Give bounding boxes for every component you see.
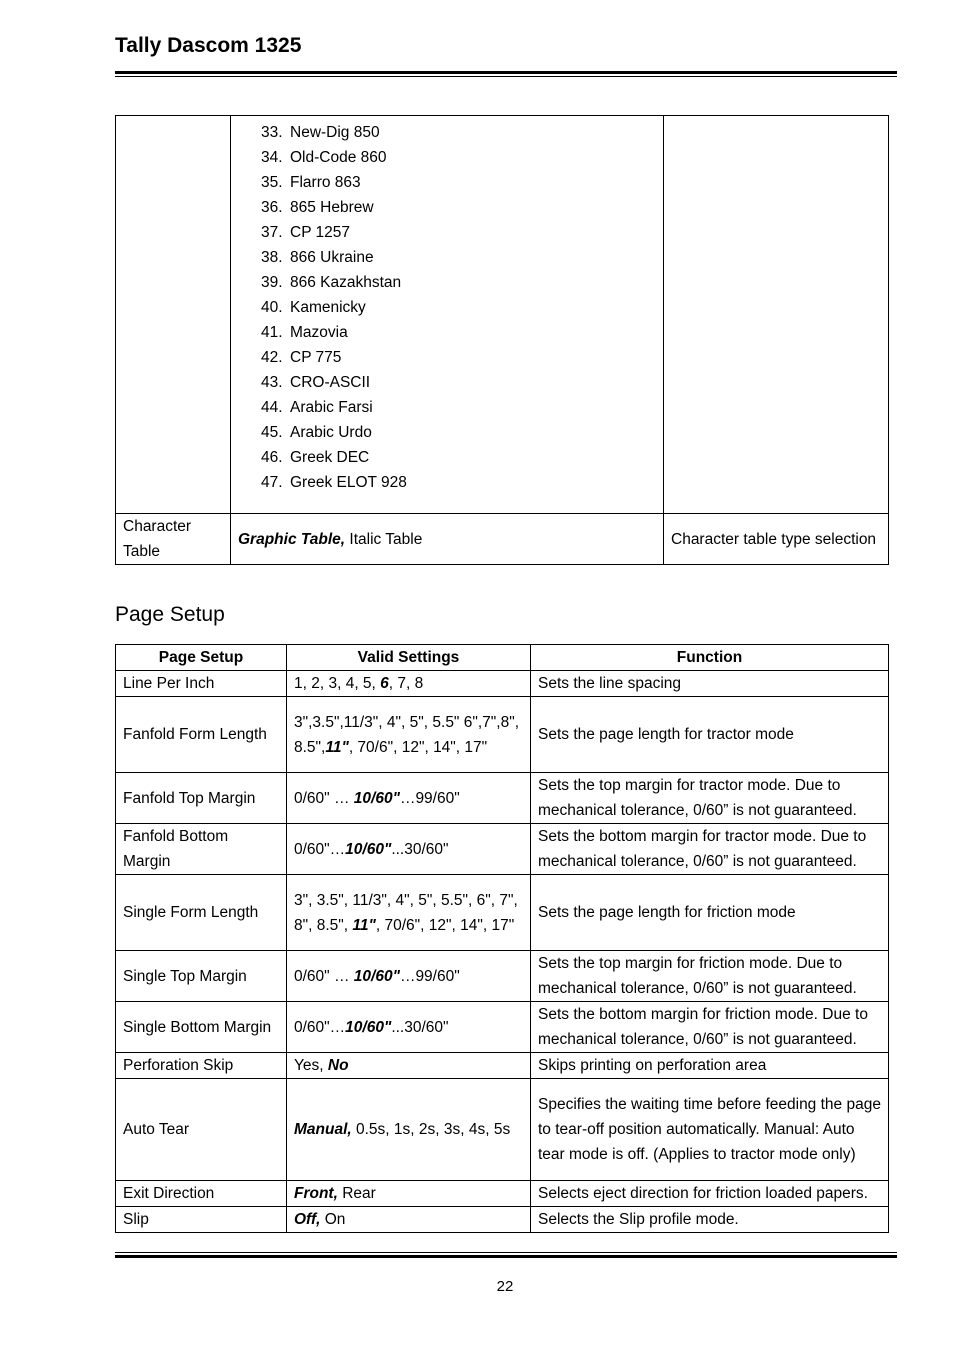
table-row [116,697,889,773]
header-rule-thin [115,76,897,77]
setting-name: Auto Tear [116,1079,287,1181]
empty-cell [116,116,231,514]
list-item-number: 43. [261,374,283,391]
setting-function: Selects the Slip profile mode. [531,1207,889,1233]
code-page-list [231,116,663,513]
table-header-row [116,645,889,671]
list-item [261,370,663,395]
list-item-label: 865 Hebrew [290,199,374,216]
list-item-label: New-Dig 850 [290,124,380,141]
list-item-label: Greek DEC [290,449,370,466]
table-row [116,671,889,697]
list-item-label: Mazovia [290,324,348,341]
default-setting: 10/60" [345,840,392,858]
table-row [116,875,889,951]
table-row [116,1181,889,1207]
list-item-number: 39. [261,274,283,291]
list-item [261,270,663,295]
page-setup-table [115,644,889,1233]
list-item-number: 34. [261,149,283,166]
table-row [116,951,889,1002]
valid-settings [287,1181,531,1207]
page-setup-body [116,671,889,1233]
code-page-list-row [116,116,889,514]
setting-name: Single Bottom Margin [116,1002,287,1053]
character-table-label: Character Table [116,514,231,565]
list-item [261,195,663,220]
column-header: Function [531,645,889,671]
setting-function: Sets the top margin for friction mode. Due to mechanical tolerance, 0/60” is not guaranteed. [531,951,889,1002]
list-item-number: 41. [261,324,283,341]
settings-text: 3", 3.5", 11/3", 4", 5", 5.5", 6", 7", 8", 8.5", [294,891,518,934]
list-item-label: Arabic Farsi [290,399,373,416]
setting-name: Single Form Length [116,875,287,951]
list-item-number: 37. [261,224,283,241]
list-item [261,220,663,245]
setting-function: Skips printing on perforation area [531,1053,889,1079]
default-setting: 10/60" [345,1018,392,1036]
section-title: Page Setup [115,603,225,626]
list-item [261,470,663,495]
valid-settings [287,875,531,951]
default-setting: 11" [325,738,349,756]
default-setting: 10/60" [353,789,400,807]
list-item-label: CP 1257 [290,224,351,241]
settings-text: Rear [337,1185,376,1202]
setting-function: Sets the top margin for tractor mode. Due to mechanical tolerance, 0/60” is not guaranteed. [531,773,889,824]
default-setting: 10/60" [353,967,400,985]
settings-text: Yes, [294,1057,328,1074]
character-set-table [115,115,889,565]
column-header: Page Setup [116,645,287,671]
setting-function: Sets the page length for friction mode [531,875,889,951]
header-rule [115,71,897,74]
character-table-settings [231,514,664,565]
table-row [116,824,889,875]
settings-text: 0/60"… [294,1018,346,1036]
list-item-number: 42. [261,349,283,366]
setting-name: Fanfold Bottom Margin [116,824,287,875]
setting-function: Sets the bottom margin for friction mode. Due to mechanical tolerance, 0/60” is not guaranteed. [531,1002,889,1053]
settings-text: , 70/6", 12", 14", 17" [348,738,488,756]
default-setting: 6 [380,675,389,692]
settings-text: …99/60" [399,967,460,985]
page-header-title: Tally Dascom 1325 [115,34,302,57]
setting-name: Fanfold Top Margin [116,773,287,824]
settings-text: 1, 2, 3, 4, 5, [294,675,381,692]
footer-rule-thin [115,1252,897,1253]
list-item [261,420,663,445]
list-item [261,245,663,270]
list-item-number: 45. [261,424,283,441]
settings-text: 0/60"… [294,840,346,858]
valid-settings [287,1079,531,1181]
valid-settings [287,1207,531,1233]
list-item-number: 44. [261,399,283,416]
list-item-number: 46. [261,449,283,466]
list-item-label: CRO-ASCII [290,374,371,391]
valid-settings [287,951,531,1002]
list-item [261,120,663,145]
list-item-label: CP 775 [290,349,342,366]
valid-settings [287,671,531,697]
settings-text: 0/60" … [294,967,354,985]
settings-text: 0.5s, 1s, 2s, 3s, 4s, 5s [351,1121,511,1138]
default-setting: Manual, [294,1121,352,1138]
settings-text: 3",3.5",11/3", 4", 5", 5.5" 6",7",8", 8.5", [294,713,520,756]
table-row [116,773,889,824]
other-settings: Italic Table [345,530,423,548]
settings-text: On [320,1211,346,1228]
footer-rule [115,1255,897,1258]
page-number: 22 [496,1278,514,1295]
list-item [261,170,663,195]
setting-function: Specifies the waiting time before feeding the page to tear-off position automatically. Manual: Auto tear mode is off. (Applies to tractor mode only) [531,1079,889,1181]
list-item-label: 866 Ukraine [290,249,374,266]
list-item-number: 47. [261,474,283,491]
list-item-label: Kamenicky [290,299,366,316]
valid-settings [287,773,531,824]
setting-name: Slip [116,1207,287,1233]
table-row [116,1053,889,1079]
setting-function: Sets the bottom margin for tractor mode. Due to mechanical tolerance, 0/60” is not guaranteed. [531,824,889,875]
default-setting: Off, [294,1211,321,1228]
list-item-number: 38. [261,249,283,266]
default-setting: No [327,1057,349,1074]
default-setting: 11" [352,916,376,934]
list-item-number: 36. [261,199,283,216]
settings-text: 0/60" … [294,789,354,807]
valid-settings [287,824,531,875]
table-row [116,1002,889,1053]
list-item [261,320,663,345]
setting-name: Perforation Skip [116,1053,287,1079]
code-page-list-cell [231,116,664,514]
list-item-number: 33. [261,124,283,141]
list-item-label: Arabic Urdo [290,424,372,441]
list-item [261,395,663,420]
list-item-label: Old-Code 860 [290,149,387,166]
setting-name: Fanfold Form Length [116,697,287,773]
setting-function: Sets the line spacing [531,671,889,697]
settings-text: …99/60" [399,789,460,807]
valid-settings [287,1002,531,1053]
list-item [261,345,663,370]
setting-function: Selects eject direction for friction loaded papers. [531,1181,889,1207]
list-item-number: 40. [261,299,283,316]
settings-text: , 7, 8 [388,675,424,692]
character-table-row [116,514,889,565]
empty-cell [664,116,889,514]
list-item-label: Greek ELOT 928 [290,474,407,491]
settings-text: , 70/6", 12", 14", 17" [375,916,515,934]
list-item-label: 866 Kazakhstan [290,274,402,291]
setting-name: Line Per Inch [116,671,287,697]
default-setting: Front, [294,1185,338,1202]
list-item [261,445,663,470]
list-item-number: 35. [261,174,283,191]
setting-function: Sets the page length for tractor mode [531,697,889,773]
list-item [261,295,663,320]
column-header: Valid Settings [287,645,531,671]
settings-text: ...30/60" [391,1018,449,1036]
setting-name: Single Top Margin [116,951,287,1002]
setting-name: Exit Direction [116,1181,287,1207]
default-setting: Graphic Table, [238,530,346,548]
settings-text: ...30/60" [391,840,449,858]
table-row [116,1207,889,1233]
list-item-label: Flarro 863 [290,174,361,191]
table-row [116,1079,889,1181]
character-table-function: Character table type selection [664,514,889,565]
valid-settings [287,1053,531,1079]
list-item [261,145,663,170]
valid-settings [287,697,531,773]
